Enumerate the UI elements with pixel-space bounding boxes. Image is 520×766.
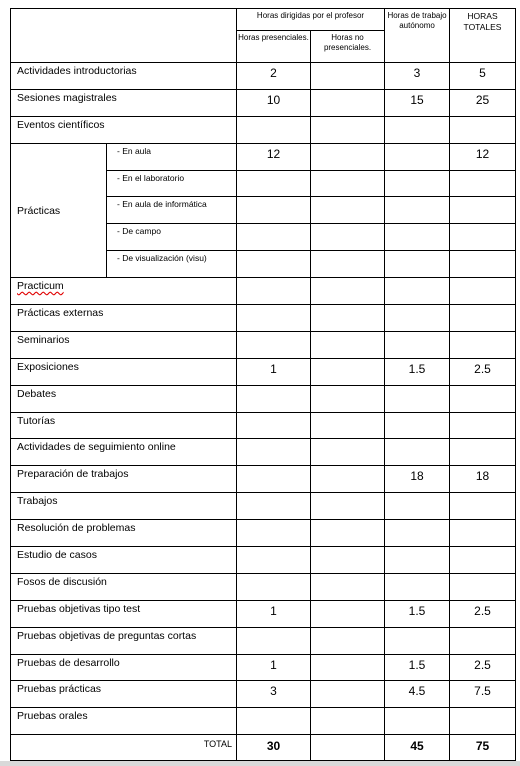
practicas-sub-label: - En el laboratorio <box>107 170 237 197</box>
cell-totales <box>450 493 516 520</box>
cell-presenciales: 10 <box>237 89 311 116</box>
cell-autonomo <box>385 170 450 197</box>
cell-autonomo <box>385 278 450 305</box>
cell-presenciales <box>237 547 311 574</box>
row-label <box>11 331 237 358</box>
cell-totales <box>450 385 516 412</box>
total-autonomo: 45 <box>385 735 450 761</box>
cell-presenciales <box>237 627 311 654</box>
practicas-group-label: Prácticas <box>11 143 107 277</box>
cell-totales: 7.5 <box>450 681 516 708</box>
row-label-text: Pruebas objetivas de preguntas cortas <box>17 629 197 642</box>
cell-presenciales: 3 <box>237 681 311 708</box>
cell-no-presenciales <box>311 89 385 116</box>
table-row <box>11 305 516 332</box>
cell-autonomo <box>385 547 450 574</box>
cell-no-presenciales <box>311 654 385 681</box>
cell-no-presenciales <box>311 358 385 385</box>
row-label-text: Actividades de seguimiento online <box>17 441 176 454</box>
cell-totales <box>450 224 516 251</box>
table-row <box>11 547 516 574</box>
table-row <box>11 278 516 305</box>
cell-autonomo: 3 <box>385 63 450 90</box>
cell-totales <box>450 197 516 224</box>
cell-totales <box>450 439 516 466</box>
cell-no-presenciales <box>311 331 385 358</box>
cell-autonomo <box>385 573 450 600</box>
cell-no-presenciales <box>311 305 385 332</box>
row-label-text: Practicum <box>17 280 64 293</box>
cell-autonomo <box>385 197 450 224</box>
header-corner <box>11 9 237 63</box>
row-label <box>11 305 237 332</box>
cell-autonomo <box>385 439 450 466</box>
cell-no-presenciales <box>311 681 385 708</box>
row-label-text: Fosos de discusión <box>17 575 107 588</box>
row-label-text: Pruebas orales <box>17 710 88 723</box>
cell-autonomo <box>385 385 450 412</box>
cell-presenciales: 12 <box>237 143 311 170</box>
row-label <box>11 493 237 520</box>
cell-totales: 2.5 <box>450 600 516 627</box>
cell-no-presenciales <box>311 520 385 547</box>
row-label <box>11 708 237 735</box>
cell-autonomo <box>385 493 450 520</box>
row-label-text: Tutorías <box>17 414 56 427</box>
cell-presenciales <box>237 520 311 547</box>
cell-no-presenciales <box>311 439 385 466</box>
row-label <box>11 89 237 116</box>
cell-autonomo <box>385 412 450 439</box>
row-label-text: Exposiciones <box>17 360 79 373</box>
row-label-text: Resolución de problemas <box>17 522 136 535</box>
cell-no-presenciales <box>311 600 385 627</box>
cell-no-presenciales <box>311 547 385 574</box>
table-row <box>11 708 516 735</box>
cell-autonomo: 1.5 <box>385 654 450 681</box>
table-row <box>11 654 516 681</box>
cell-totales: 25 <box>450 89 516 116</box>
row-label <box>11 466 237 493</box>
row-label-text: Trabajos <box>17 495 58 508</box>
table-row <box>11 412 516 439</box>
practicas-sub-label: - De visualización (visu) <box>107 251 237 278</box>
row-label-text: Seminarios <box>17 333 70 346</box>
row-label <box>11 116 237 143</box>
cell-autonomo <box>385 520 450 547</box>
cell-presenciales: 2 <box>237 63 311 90</box>
table-row <box>11 63 516 90</box>
row-label-text: Sesiones magistrales <box>17 91 117 104</box>
cell-presenciales: 1 <box>237 600 311 627</box>
row-label <box>11 358 237 385</box>
cell-no-presenciales <box>311 385 385 412</box>
cell-no-presenciales <box>311 466 385 493</box>
header-no-presenciales: Horas no presenciales. <box>311 31 385 63</box>
cell-autonomo <box>385 224 450 251</box>
total-label: TOTAL <box>11 735 237 761</box>
total-row <box>11 735 516 761</box>
cell-no-presenciales <box>311 170 385 197</box>
cell-totales <box>450 573 516 600</box>
table-row <box>11 116 516 143</box>
table-row <box>11 143 516 170</box>
table-row <box>11 89 516 116</box>
row-label <box>11 627 237 654</box>
cell-totales <box>450 116 516 143</box>
cell-presenciales <box>237 493 311 520</box>
row-label-text: Pruebas objetivas tipo test <box>17 602 141 615</box>
row-label-text: Actividades introductorias <box>17 65 137 77</box>
cell-autonomo: 1.5 <box>385 600 450 627</box>
cell-totales <box>450 520 516 547</box>
cell-autonomo <box>385 143 450 170</box>
cell-presenciales: 1 <box>237 358 311 385</box>
cell-presenciales <box>237 224 311 251</box>
cell-presenciales <box>237 251 311 278</box>
row-label-text: Preparación de trabajos <box>17 468 129 481</box>
practicas-sub-label: - En aula <box>107 143 237 170</box>
page-bottom-edge <box>0 761 520 766</box>
row-label <box>11 573 237 600</box>
table-row <box>11 627 516 654</box>
cell-presenciales <box>237 116 311 143</box>
cell-no-presenciales <box>311 116 385 143</box>
table-row <box>11 520 516 547</box>
row-label <box>11 412 237 439</box>
cell-no-presenciales <box>311 493 385 520</box>
row-label <box>11 681 237 708</box>
row-label-text: Debates <box>17 387 57 400</box>
cell-no-presenciales <box>311 143 385 170</box>
cell-totales <box>450 627 516 654</box>
cell-presenciales <box>237 573 311 600</box>
row-label <box>11 600 237 627</box>
total-presenciales: 30 <box>237 735 311 761</box>
row-label-text: Pruebas de desarrollo <box>17 656 120 669</box>
cell-no-presenciales <box>311 197 385 224</box>
cell-no-presenciales <box>311 224 385 251</box>
table-row <box>11 573 516 600</box>
cell-totales <box>450 251 516 278</box>
cell-presenciales: 1 <box>237 654 311 681</box>
cell-autonomo <box>385 708 450 735</box>
cell-presenciales <box>237 197 311 224</box>
header-presenciales: Horas presenciales. <box>237 31 311 63</box>
cell-totales <box>450 305 516 332</box>
cell-totales: 2.5 <box>450 358 516 385</box>
cell-presenciales <box>237 385 311 412</box>
cell-totales <box>450 412 516 439</box>
practicas-sub-label: - De campo <box>107 224 237 251</box>
cell-totales: 5 <box>450 63 516 90</box>
cell-presenciales <box>237 708 311 735</box>
table-row <box>11 466 516 493</box>
cell-no-presenciales <box>311 251 385 278</box>
cell-totales <box>450 547 516 574</box>
cell-autonomo: 1.5 <box>385 358 450 385</box>
row-label <box>11 520 237 547</box>
table-row <box>11 385 516 412</box>
row-label <box>11 63 237 90</box>
row-label-text: Pruebas prácticas <box>17 683 102 696</box>
cell-presenciales <box>237 412 311 439</box>
cell-totales: 18 <box>450 466 516 493</box>
cell-no-presenciales <box>311 627 385 654</box>
header-autonomo: Horas de trabajo autónomo <box>385 9 450 63</box>
row-label <box>11 385 237 412</box>
row-label <box>11 278 237 305</box>
cell-presenciales <box>237 170 311 197</box>
table-row <box>11 331 516 358</box>
row-label <box>11 547 237 574</box>
cell-totales <box>450 331 516 358</box>
cell-presenciales <box>237 466 311 493</box>
cell-no-presenciales <box>311 708 385 735</box>
table-row <box>11 493 516 520</box>
cell-presenciales <box>237 439 311 466</box>
cell-autonomo <box>385 116 450 143</box>
cell-autonomo <box>385 627 450 654</box>
cell-autonomo <box>385 331 450 358</box>
cell-autonomo <box>385 251 450 278</box>
cell-autonomo: 4.5 <box>385 681 450 708</box>
hours-table <box>10 8 516 761</box>
cell-presenciales <box>237 331 311 358</box>
table-row <box>11 600 516 627</box>
row-label <box>11 654 237 681</box>
table-row <box>11 681 516 708</box>
cell-no-presenciales <box>311 412 385 439</box>
header-group-profesor: Horas dirigidas por el profesor <box>237 9 385 31</box>
cell-no-presenciales <box>311 278 385 305</box>
cell-totales <box>450 278 516 305</box>
row-label-text: Prácticas externas <box>17 307 104 320</box>
table-row <box>11 439 516 466</box>
cell-totales: 12 <box>450 143 516 170</box>
cell-totales: 2.5 <box>450 654 516 681</box>
practicas-sub-label: - En aula de informática <box>107 197 237 224</box>
cell-no-presenciales <box>311 63 385 90</box>
row-label-text: Eventos científicos <box>17 118 105 131</box>
cell-presenciales <box>237 278 311 305</box>
row-label-text: Estudio de casos <box>17 549 97 562</box>
total-totales: 75 <box>450 735 516 761</box>
cell-no-presenciales <box>311 573 385 600</box>
cell-totales <box>450 708 516 735</box>
cell-presenciales <box>237 305 311 332</box>
table-row <box>11 358 516 385</box>
header-totales: HORAS TOTALES <box>450 9 516 63</box>
total-no-presenciales <box>311 735 385 761</box>
cell-autonomo: 18 <box>385 466 450 493</box>
row-label <box>11 439 237 466</box>
cell-autonomo: 15 <box>385 89 450 116</box>
cell-totales <box>450 170 516 197</box>
cell-autonomo <box>385 305 450 332</box>
